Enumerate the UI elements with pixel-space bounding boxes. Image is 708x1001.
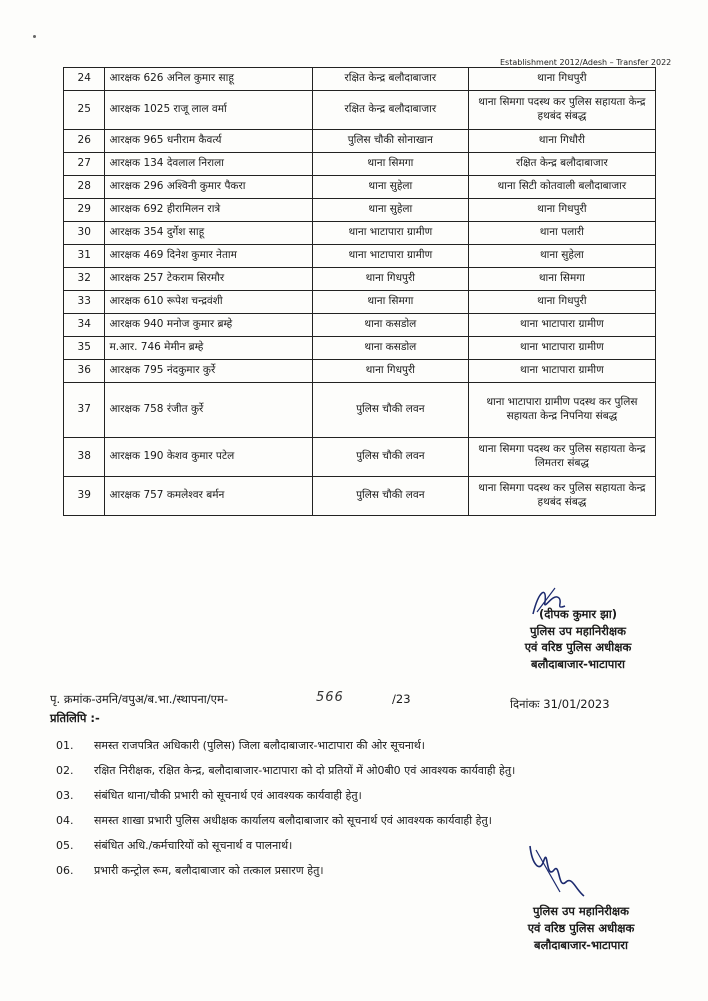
serial-number-cell: 39 — [64, 477, 105, 516]
to-posting-cell: थाना सिमगा पदस्थ कर पुलिस सहायता केन्द्र लिमतरा संबद्ध — [468, 438, 655, 477]
employee-cell: आरक्षक 257 टेकराम सिरमौर — [105, 268, 312, 291]
copy-item-number: 06. — [56, 864, 74, 877]
document-date: दिनांकः 31/01/2023 — [510, 697, 610, 711]
copy-item — [56, 808, 696, 833]
copy-item — [56, 858, 696, 883]
table-row — [64, 477, 656, 516]
signatory-designation: पुलिस उप महानिरीक्षक — [529, 623, 626, 638]
signatory-name: (दीपक कुमार झा) — [538, 607, 618, 621]
copy-item-number: 05. — [56, 839, 74, 852]
from-posting-cell: थाना कसडोल — [312, 337, 468, 360]
to-posting-cell: थाना गिधपुरी — [468, 291, 655, 314]
reference-prefix: पृ. क्रमांक-उमनि/वपुअ/ब.भा./स्थापना/एम- — [50, 692, 229, 706]
serial-number-cell: 24 — [64, 68, 105, 91]
copy-item-number: 04. — [56, 814, 74, 827]
employee-cell: आरक्षक 1025 राजू लाल वर्मा — [105, 91, 312, 130]
copy-item-number: 01. — [56, 739, 74, 752]
to-posting-cell: थाना सुहेला — [468, 245, 655, 268]
to-posting-cell: थाना भाटापारा ग्रामीण — [468, 314, 655, 337]
signatory-designation-2: एवं वरिष्ठ पुलिस अधीक्षक — [527, 921, 635, 936]
serial-number-cell: 35 — [64, 337, 105, 360]
table-row — [64, 91, 656, 130]
from-posting-cell: थाना भाटापारा ग्रामीण — [312, 222, 468, 245]
employee-cell: आरक्षक 692 हीरामिलन रात्रे — [105, 199, 312, 222]
serial-number-cell: 37 — [64, 383, 105, 438]
serial-number-cell: 33 — [64, 291, 105, 314]
table-row — [64, 222, 656, 245]
serial-number-cell: 26 — [64, 130, 105, 153]
from-posting-cell: थाना कसडोल — [312, 314, 468, 337]
serial-number-cell: 36 — [64, 360, 105, 383]
serial-number-cell: 34 — [64, 314, 105, 337]
transfer-table — [63, 67, 656, 516]
to-posting-cell: थाना सिमगा पदस्थ कर पुलिस सहायता केन्द्र हथबंद संबद्ध — [468, 477, 655, 516]
signatory-block-1 — [498, 606, 658, 673]
serial-number-cell: 31 — [64, 245, 105, 268]
copy-heading: प्रतिलिपि :- — [50, 711, 100, 725]
employee-cell: आरक्षक 758 रंजीत कुर्रे — [105, 383, 312, 438]
from-posting-cell: पुलिस चौकी लवन — [312, 383, 468, 438]
table-row — [64, 199, 656, 222]
from-posting-cell: थाना सुहेला — [312, 176, 468, 199]
from-posting-cell: रक्षित केन्द्र बलौदाबाजार — [312, 68, 468, 91]
serial-number-cell: 27 — [64, 153, 105, 176]
employee-cell: आरक्षक 296 अश्विनी कुमार पैकरा — [105, 176, 312, 199]
from-posting-cell: पुलिस चौकी सोनाखान — [312, 130, 468, 153]
reference-number: 566 — [316, 690, 344, 705]
from-posting-cell: थाना सिमगा — [312, 291, 468, 314]
copy-item — [56, 833, 696, 858]
to-posting-cell: थाना गिधपुरी — [468, 68, 655, 91]
to-posting-cell: थाना सिमगा पदस्थ कर पुलिस सहायता केन्द्र हथबंद संबद्ध — [468, 91, 655, 130]
copy-item-text: रक्षित निरीक्षक, रक्षित केन्द्र, बलौदाबाजार-भाटापारा को दो प्रतियों में ओ0बी0 एवं आवश्यक कार्यवाही हेतु। — [94, 764, 516, 777]
from-posting-cell: थाना भाटापारा ग्रामीण — [312, 245, 468, 268]
from-posting-cell: थाना सुहेला — [312, 199, 468, 222]
copy-item-text: संबंधित थाना/चौकी प्रभारी को सूचनार्थ एवं आवश्यक कार्यवाही हेतु। — [94, 789, 362, 802]
serial-number-cell: 29 — [64, 199, 105, 222]
copy-item — [56, 758, 696, 783]
table-row — [64, 360, 656, 383]
reference-year: /23 — [392, 692, 411, 706]
from-posting-cell: रक्षित केन्द्र बलौदाबाजार — [312, 91, 468, 130]
from-posting-cell: थाना गिधपुरी — [312, 268, 468, 291]
signature-mark-2 — [520, 840, 590, 902]
establishment-note: Establishment 2012/Adesh – Transfer 2022 — [500, 58, 672, 67]
employee-cell: म.आर. 746 मेमीन ब्रम्हे — [105, 337, 312, 360]
copy-item-number: 03. — [56, 789, 74, 802]
to-posting-cell: थाना सिटी कोतवाली बलौदाबाजार — [468, 176, 655, 199]
copy-list — [56, 733, 696, 883]
table-row — [64, 438, 656, 477]
from-posting-cell: पुलिस चौकी लवन — [312, 477, 468, 516]
employee-cell: आरक्षक 610 रूपेश चन्द्रवंशी — [105, 291, 312, 314]
signatory-designation: पुलिस उप महानिरीक्षक — [532, 904, 629, 918]
serial-number-cell: 32 — [64, 268, 105, 291]
table-row — [64, 383, 656, 438]
signatory-place: बलौदाबाजार-भाटापारा — [534, 938, 628, 953]
to-posting-cell: थाना भाटापारा ग्रामीण — [468, 337, 655, 360]
employee-cell: आरक्षक 354 दुर्गेश साहू — [105, 222, 312, 245]
employee-cell: आरक्षक 190 केशव कुमार पटेल — [105, 438, 312, 477]
copy-item — [56, 733, 696, 758]
signatory-place: बलौदाबाजार-भाटापारा — [531, 657, 625, 672]
copy-item — [56, 783, 696, 808]
to-posting-cell: थाना पलारी — [468, 222, 655, 245]
employee-cell: आरक्षक 757 कमलेश्वर बर्मन — [105, 477, 312, 516]
table-row — [64, 245, 656, 268]
serial-number-cell: 25 — [64, 91, 105, 130]
table-row — [64, 314, 656, 337]
to-posting-cell: थाना गिधपुरी — [468, 199, 655, 222]
to-posting-cell: थाना सिमगा — [468, 268, 655, 291]
copy-item-text: संबंधित अधि./कर्मचारियों को सूचनार्थ व पालनार्थ। — [94, 839, 293, 852]
table-row — [64, 130, 656, 153]
signatory-designation-2: एवं वरिष्ठ पुलिस अधीक्षक — [524, 640, 632, 655]
employee-cell: आरक्षक 134 देवलाल निराला — [105, 153, 312, 176]
employee-cell: आरक्षक 940 मनोज कुमार ब्रम्हे — [105, 314, 312, 337]
from-posting-cell: पुलिस चौकी लवन — [312, 438, 468, 477]
employee-cell: आरक्षक 965 धनीराम कैवर्त्य — [105, 130, 312, 153]
from-posting-cell: थाना गिधपुरी — [312, 360, 468, 383]
serial-number-cell: 28 — [64, 176, 105, 199]
table-row — [64, 68, 656, 91]
to-posting-cell: थाना भाटापारा ग्रामीण पदस्थ कर पुलिस सहायता केन्द्र निपनिया संबद्ध — [468, 383, 655, 438]
table-row — [64, 337, 656, 360]
table-row — [64, 291, 656, 314]
to-posting-cell: थाना भाटापारा ग्रामीण — [468, 360, 655, 383]
copy-item-number: 02. — [56, 764, 74, 777]
employee-cell: आरक्षक 626 अनिल कुमार साहू — [105, 68, 312, 91]
copy-item-text: प्रभारी कन्ट्रोल रूम, बलौदाबाजार को तत्काल प्रसारण हेतु। — [94, 864, 324, 877]
table-row — [64, 153, 656, 176]
copy-item-text: समस्त राजपत्रित अधिकारी (पुलिस) जिला बलौदाबाजार-भाटापारा की ओर सूचनार्थ। — [94, 739, 425, 752]
serial-number-cell: 38 — [64, 438, 105, 477]
scan-speck — [33, 35, 36, 38]
to-posting-cell: रक्षित केन्द्र बलौदाबाजार — [468, 153, 655, 176]
from-posting-cell: थाना सिमगा — [312, 153, 468, 176]
table-row — [64, 268, 656, 291]
employee-cell: आरक्षक 795 नंदकुमार कुर्रे — [105, 360, 312, 383]
signatory-block-2 — [486, 903, 676, 954]
serial-number-cell: 30 — [64, 222, 105, 245]
copy-item-text: समस्त शाखा प्रभारी पुलिस अधीक्षक कार्यालय बलौदाबाजार को सूचनार्थ एवं आवश्यक कार्यवाही हेतु। — [94, 814, 492, 827]
employee-cell: आरक्षक 469 दिनेश कुमार नेताम — [105, 245, 312, 268]
to-posting-cell: थाना गिधौरी — [468, 130, 655, 153]
table-row — [64, 176, 656, 199]
